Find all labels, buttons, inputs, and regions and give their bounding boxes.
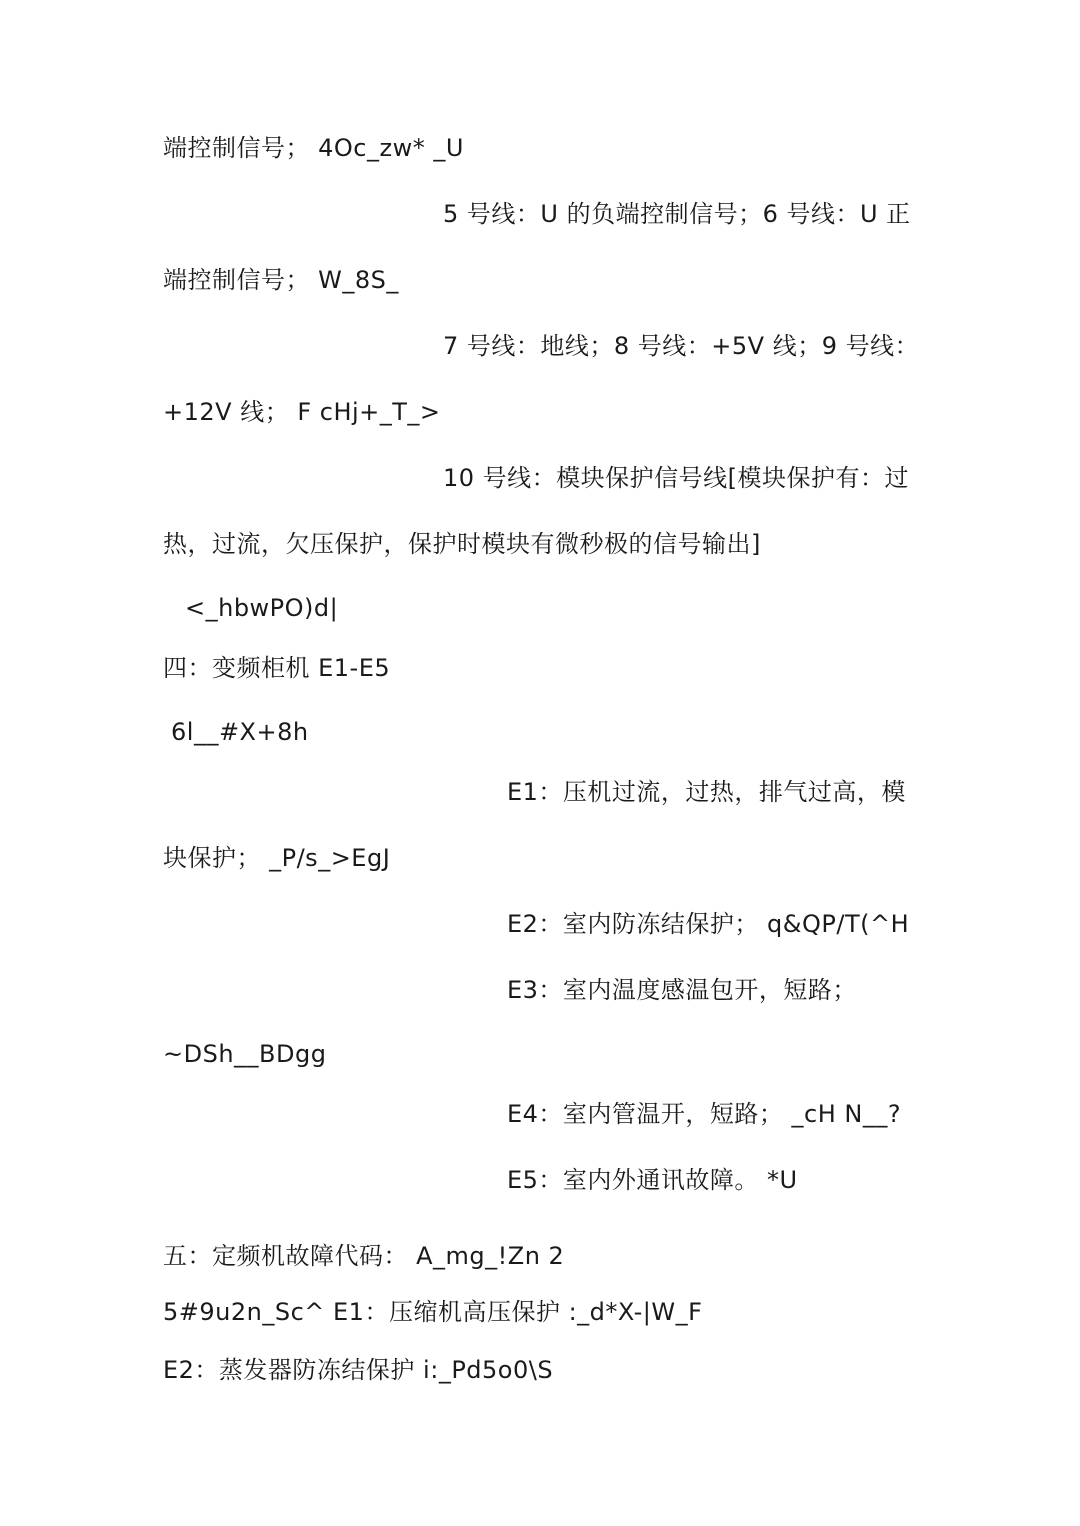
text-line-5: +12V 线； F cHj+_T_>: [163, 398, 441, 426]
text-line-13: E2：室内防冻结保护； q&QP/T(^H: [507, 910, 910, 938]
text-line-7: 热，过流，欠压保护，保护时模块有微秒极的信号输出]: [163, 530, 761, 558]
text-line-20: E2：蒸发器防冻结保护 i:_Pd5o0\S: [163, 1356, 554, 1384]
section-heading-4: 四：变频柜机 E1-E5: [163, 654, 391, 682]
text-line-16: E4：室内管温开，短路； _cH N__?: [507, 1100, 902, 1128]
section-heading-5: 五：定频机故障代码： A_mg_!Zn 2: [163, 1242, 565, 1270]
text-line-6: 10 号线：模块保护信号线[模块保护有：过: [443, 464, 910, 492]
text-line-1: 端控制信号； 4Oc_zw* _U: [163, 134, 464, 162]
text-line-19: 5#9u2n_Sc^ E1：压缩机高压保护 :_d*X-|W_F: [163, 1298, 703, 1326]
text-line-11: E1：压机过流，过热，排气过高，模: [507, 778, 906, 806]
text-line-2: 5 号线：U 的负端控制信号；6 号线：U 正: [443, 200, 911, 228]
text-line-4: 7 号线：地线；8 号线：+5V 线；9 号线：: [443, 332, 920, 360]
text-line-10: 6l__#X+8h: [171, 718, 309, 746]
text-line-15: ~DSh__BDgg: [163, 1040, 327, 1068]
text-line-3: 端控制信号； W_8S_: [163, 266, 399, 294]
text-line-12: 块保护； _P/s_>EgJ: [163, 844, 391, 872]
text-line-8: <_hbwPO)d|: [185, 594, 339, 622]
text-line-17: E5：室内外通讯故障。 *U: [507, 1166, 798, 1194]
text-line-14: E3：室内温度感温包开，短路；: [507, 976, 857, 1004]
